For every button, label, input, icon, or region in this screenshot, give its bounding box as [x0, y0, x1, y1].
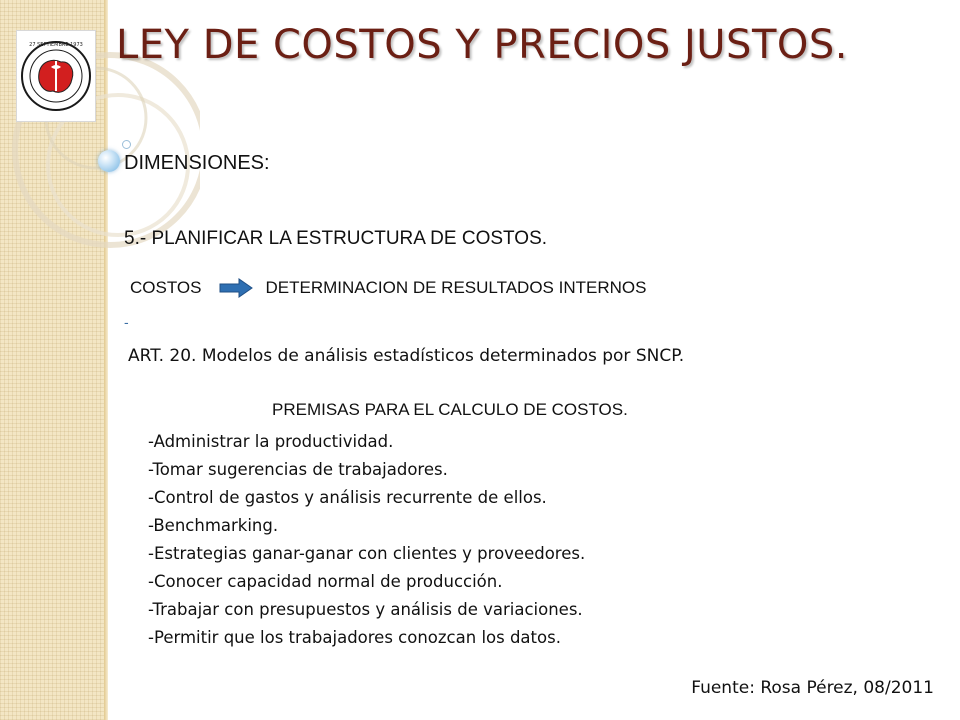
premisas-title: PREMISAS PARA EL CALCULO DE COSTOS. [272, 400, 628, 419]
costos-row [130, 278, 646, 298]
list-item: -Conocer capacidad normal de producción. [148, 572, 503, 591]
costos-result-label: DETERMINACION DE RESULTADOS INTERNOS [265, 278, 647, 297]
logo-text: 27 SEPTIEMBRE 1973 [29, 42, 83, 48]
list-item: -Control de gastos y análisis recurrente de ellos. [148, 488, 547, 507]
list-item: -Benchmarking. [148, 516, 279, 535]
list-item: -Trabajar con presupuestos y análisis de variaciones. [148, 600, 583, 619]
list-item: -Permitir que los trabajadores conozcan los datos. [148, 628, 561, 647]
subheading: 5.- PLANIFICAR LA ESTRUCTURA DE COSTOS. [124, 228, 548, 249]
bullet-icon [98, 150, 120, 172]
dash-marker: - [124, 314, 129, 330]
right-arrow-icon [219, 278, 253, 298]
premisas-list [148, 428, 585, 652]
list-item: -Estrategias ganar-ganar con clientes y proveedores. [148, 544, 586, 563]
logo-seal-icon [17, 31, 95, 121]
bullet-small-icon [122, 140, 131, 149]
list-item: -Tomar sugerencias de trabajadores. [148, 460, 448, 479]
section-heading: DIMENSIONES: [124, 152, 270, 174]
source-caption: Fuente: Rosa Pérez, 08/2011 [691, 678, 934, 698]
organization-logo [16, 30, 96, 122]
page-title: LEY DE COSTOS Y PRECIOS JUSTOS. [116, 22, 848, 68]
costos-label: COSTOS [130, 278, 202, 297]
list-item: -Administrar la productividad. [148, 432, 394, 451]
article-text: ART. 20. Modelos de análisis estadísticos determinados por SNCP. [128, 346, 685, 366]
